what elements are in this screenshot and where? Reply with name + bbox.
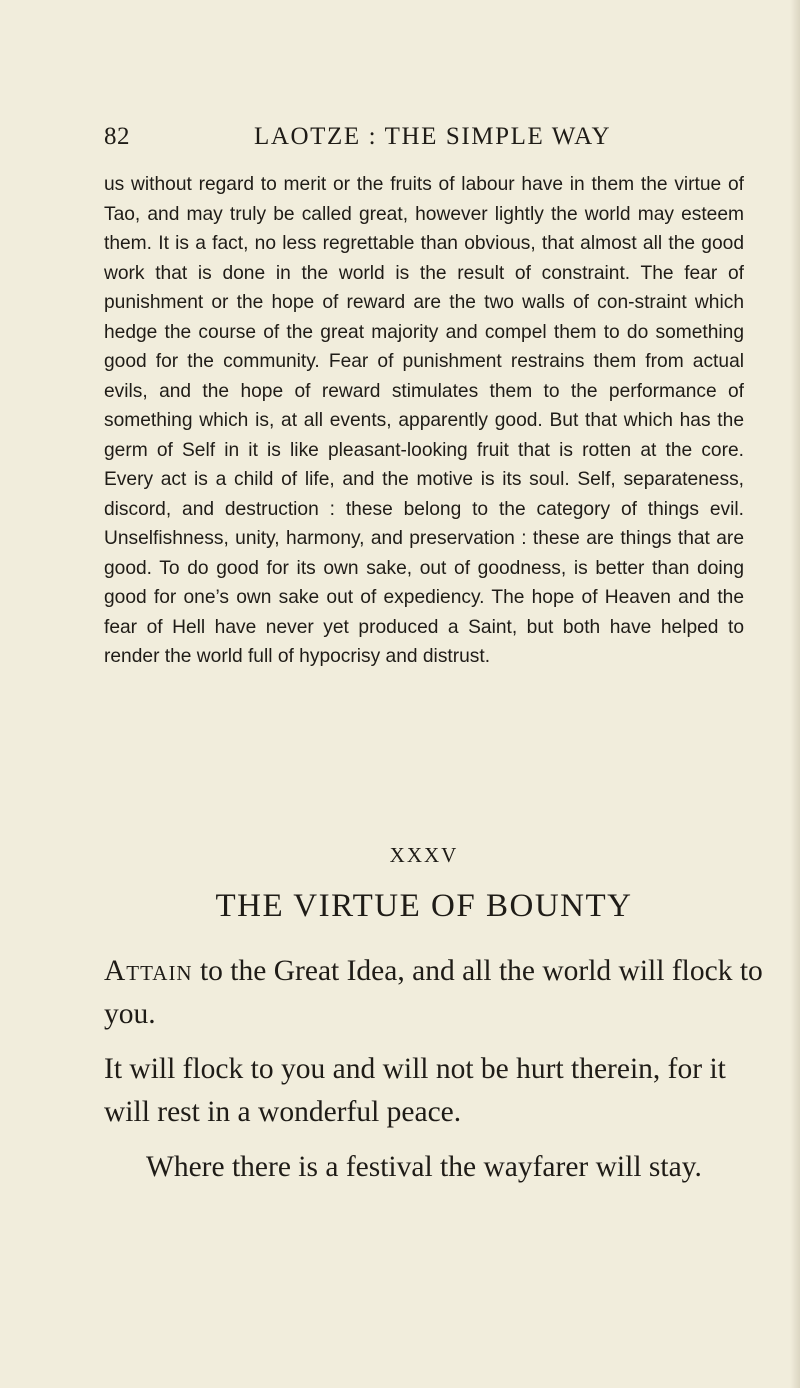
- chapter-title: THE VIRTUE OF BOUNTY: [215, 888, 633, 924]
- verse-1: [104, 950, 764, 1036]
- page-edge-shading: [790, 0, 800, 1388]
- verse-3: [104, 1146, 764, 1189]
- verse-1-text: to the Great Idea, and all the world will flock to you.: [104, 955, 763, 1030]
- verse-lead-word: Attain: [104, 955, 193, 987]
- chapter-verses: [104, 950, 764, 1201]
- running-title: LAOTZE : THE SIMPLE WAY: [254, 123, 612, 150]
- verse-2: [104, 1048, 764, 1134]
- page-number: 82: [104, 123, 130, 150]
- chapter-number: XXXV: [389, 843, 459, 867]
- running-head: [0, 117, 800, 157]
- body-paragraph: us without regard to merit or the fruits of labour have in them the virtue of Tao, and may truly be called great, however lightly the world may esteem them. It is a fact, no less regrettable than obvious, that almost all the good work that is done in the world is the result of constraint. The fear of punishment or the hope of reward are the two walls of con-straint which hedge the course of the great majority and compel them to do something good for the community. Fear of punishment restrains them from actual evils, and the hope of reward stimulates them to the performance of something which is, at all events, apparently good. But that which has the germ of Self in it is like pleasant-looking fruit that is rotten at the core. Every act is a child of life, and the motive is its soul. Self, separateness, discord, and destruction : these belong to the category of things evil. Unselfishness, unity, harmony, and preservation : these are things that are good. To do good for its own sake, out of goodness, is better than doing good for one’s own sake out of expediency. The hope of Heaven and the fear of Hell have never yet produced a Saint, but both have helped to render the world full of hypocrisy and distrust.: [104, 174, 744, 667]
- verse-2-text: It will flock to you and will not be hurt therein, for it will rest in a wonderful peace.: [104, 1053, 726, 1128]
- verse-3-text: Where there is a festival the wayfarer will stay.: [146, 1151, 702, 1183]
